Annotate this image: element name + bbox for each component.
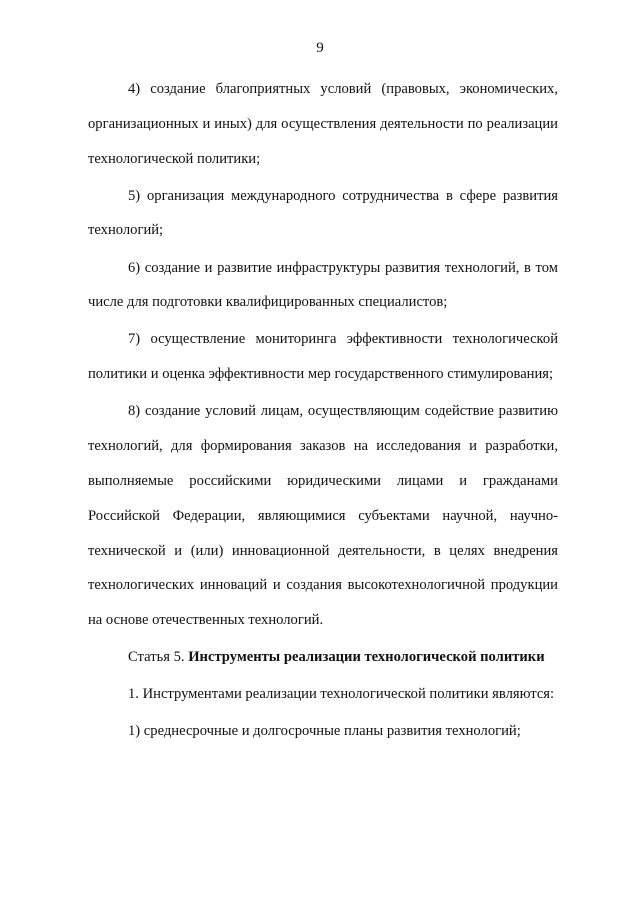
article-label: Статья 5.: [128, 649, 185, 666]
list-item-4: 4) создание благоприятных условий (правовых, экономических, организационных и иных) для осуществления деятельности по реализации технологической политики;: [88, 81, 558, 167]
list-item-5: 5) организация международного сотрудничества в сфере развития технологий;: [88, 187, 558, 239]
list-item-6: 6) создание и развитие инфраструктуры развития технологий, в том числе для подготовки квалифицированных специалистов;: [88, 259, 558, 311]
article-heading: [88, 640, 558, 675]
list-item-7: 7) осуществление мониторинга эффективности технологической политики и оценка эффективности мер государственного стимулирования;: [88, 331, 558, 383]
article-title: Инструменты реализации технологической политики: [188, 649, 545, 666]
document-body: [88, 72, 558, 752]
clause-1: 1. Инструментами реализации технологической политики являются:: [128, 686, 555, 703]
page-number: 9: [316, 40, 324, 56]
list-item-8: 8) создание условий лицам, осуществляющим содействие развитию технологий, для формирования заказов на исследования и разработки, выполняемые российскими юридическими лицами и гражданами Российской Федерации, являющимися субъектами научной, научно-технической и (или) инновационной деятельности, в целях внедрения технологических инноваций и создания высокотехнологичной продукции на основе отечественных технологий.: [88, 403, 558, 629]
clause-1-item-1: 1) среднесрочные и долгосрочные планы развития технологий;: [128, 723, 521, 740]
